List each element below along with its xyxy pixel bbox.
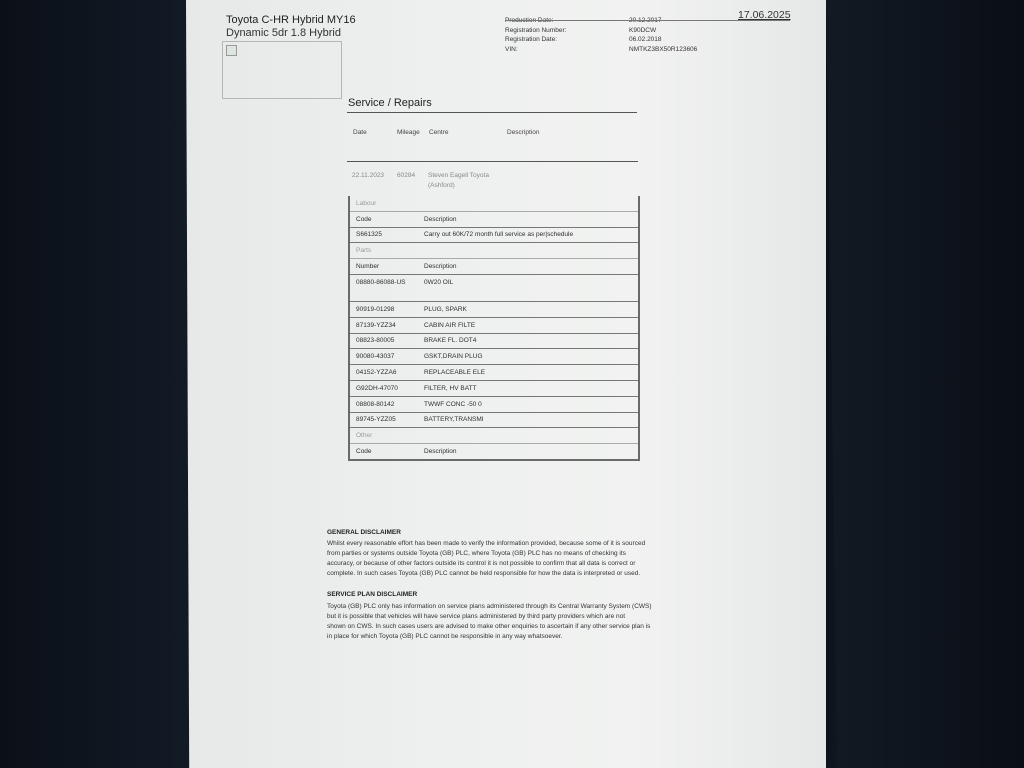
- vehicle-title: Toyota C-HR Hybrid MY16: [226, 14, 356, 26]
- vehicle-variant: Dynamic 5dr 1.8 Hybrid: [226, 27, 341, 39]
- disclaimer-line: Toyota (GB) PLC only has information on service plans administered through its Central Warranty System (CWS): [327, 603, 652, 610]
- part-number: 04152-YZZA6: [349, 365, 418, 381]
- registration-date-value: 06.02.2018: [629, 36, 662, 43]
- part-number: 87139-YZZ34: [349, 317, 418, 333]
- broken-image-icon: [226, 45, 237, 56]
- disclaimer-line: shown on CWS. In such cases users are advised to make other enquiries to ascertain if any other service plan is: [327, 623, 651, 630]
- title-divider: [347, 112, 637, 113]
- service-entry-mileage: 60284: [397, 172, 416, 179]
- disclaimer-line: from parties or systems outside Toyota (GB) PLC, where Toyota (GB) PLC has no means of checking its: [327, 550, 626, 557]
- service-repairs-title: Service / Repairs: [348, 97, 432, 109]
- labour-section-label: Labour: [349, 196, 639, 211]
- part-number: 08823-80005: [349, 333, 418, 349]
- other-description-header: Description: [418, 444, 639, 460]
- part-description: 0W20 OIL: [418, 274, 639, 301]
- print-date: 17.06.2025: [738, 9, 791, 21]
- vin-value: NMTKZ3BX50R123606: [629, 45, 698, 53]
- other-code-header: Code: [349, 444, 418, 460]
- labour-code: S661325: [349, 227, 418, 243]
- disclaimer-line: Whilst every reasonable effort has been made to verify the information provided, because some of it is sourced: [327, 540, 646, 547]
- parts-row: [349, 396, 639, 412]
- registration-number-label: Registration Number:: [505, 26, 567, 34]
- parts-row: [349, 301, 639, 317]
- vehicle-info-values: [629, 16, 697, 54]
- parts-section-label: Parts: [349, 243, 639, 259]
- labour-section-row: [349, 196, 639, 211]
- centre-column-header: Centre: [429, 129, 449, 136]
- part-number: 90080-43037: [349, 349, 418, 365]
- part-description: TWWF CONC -50 0: [418, 396, 639, 412]
- registration-date-label: Registration Date:: [505, 36, 558, 43]
- parts-number-header: Number: [349, 259, 418, 275]
- header-divider: [505, 20, 790, 21]
- disclaimer-line: accuracy, or because of other factors outside its control it is not possible to confirm that all data is correct or: [327, 560, 636, 567]
- parts-row: [349, 349, 639, 365]
- parts-row: [349, 380, 639, 396]
- part-description: BATTERY,TRANSMI: [418, 412, 639, 428]
- part-description: FILTER, HV BATT: [418, 380, 639, 396]
- labour-code-header: Code: [349, 211, 418, 227]
- service-detail-table: [348, 196, 640, 461]
- labour-description-header: Description: [418, 211, 639, 227]
- parts-row: [349, 274, 639, 301]
- other-section-row: [349, 428, 639, 444]
- vehicle-image-placeholder: [222, 41, 342, 99]
- parts-header-row: [349, 259, 639, 275]
- part-description: GSKT,DRAIN PLUG: [418, 349, 639, 365]
- service-entry-centre: Steven Eagell Toyota: [428, 172, 489, 179]
- part-description: BRAKE FL. DOT4: [418, 333, 639, 349]
- service-entry-date: 22.11.2023: [352, 172, 385, 179]
- labour-header-row: [349, 211, 639, 227]
- disclaimer-line: complete. In such cases Toyota (GB) PLC cannot be held responsible for how the data is interpreted or used.: [327, 570, 641, 577]
- part-number: 08880-86088-US: [349, 274, 418, 301]
- general-disclaimer-title: GENERAL DISCLAIMER: [327, 529, 401, 536]
- vehicle-info-labels: [505, 16, 566, 54]
- production-date-label: Production Date:: [505, 17, 554, 24]
- part-description: PLUG, SPARK: [418, 301, 639, 317]
- part-description: CABIN AIR FILTE: [418, 317, 639, 333]
- part-number: 08808-80142: [349, 396, 418, 412]
- parts-row: [349, 333, 639, 349]
- labour-description: Carry out 60K/72 month full service as per|schedule: [418, 227, 639, 243]
- parts-section-row: [349, 243, 639, 259]
- columns-divider: [347, 161, 638, 162]
- part-number: 90919-01298: [349, 301, 418, 317]
- other-section-label: Other: [349, 428, 639, 444]
- registration-number-value: K90DCW: [629, 26, 657, 34]
- part-description: REPLACEABLE ELE: [418, 365, 639, 381]
- part-number: 89745-YZZ05: [349, 412, 418, 428]
- parts-row: [349, 365, 639, 381]
- description-column-header: Description: [507, 129, 540, 136]
- vin-label: VIN:: [505, 45, 518, 53]
- disclaimer-line: but it is possible that vehicles will have service plans administered by third party providers which are not: [327, 613, 626, 620]
- service-plan-disclaimer-text: [327, 602, 667, 642]
- parts-description-header: Description: [418, 259, 639, 275]
- service-entry-centre-location: (Ashford): [428, 182, 455, 189]
- labour-row: [349, 227, 639, 243]
- date-column-header: Date: [353, 129, 367, 136]
- disclaimer-line: in place for which Toyota (GB) PLC cannot be responsible in any way whatsoever.: [327, 633, 563, 640]
- service-plan-disclaimer-title: SERVICE PLAN DISCLAIMER: [327, 591, 418, 598]
- general-disclaimer-text: [327, 539, 667, 579]
- other-header-row: [349, 444, 639, 460]
- mileage-column-header: Mileage: [397, 129, 420, 136]
- parts-row: [349, 412, 639, 428]
- part-number: G92DH-47070: [349, 380, 418, 396]
- parts-row: [349, 317, 639, 333]
- production-date-value: 20.12.2017: [629, 17, 662, 24]
